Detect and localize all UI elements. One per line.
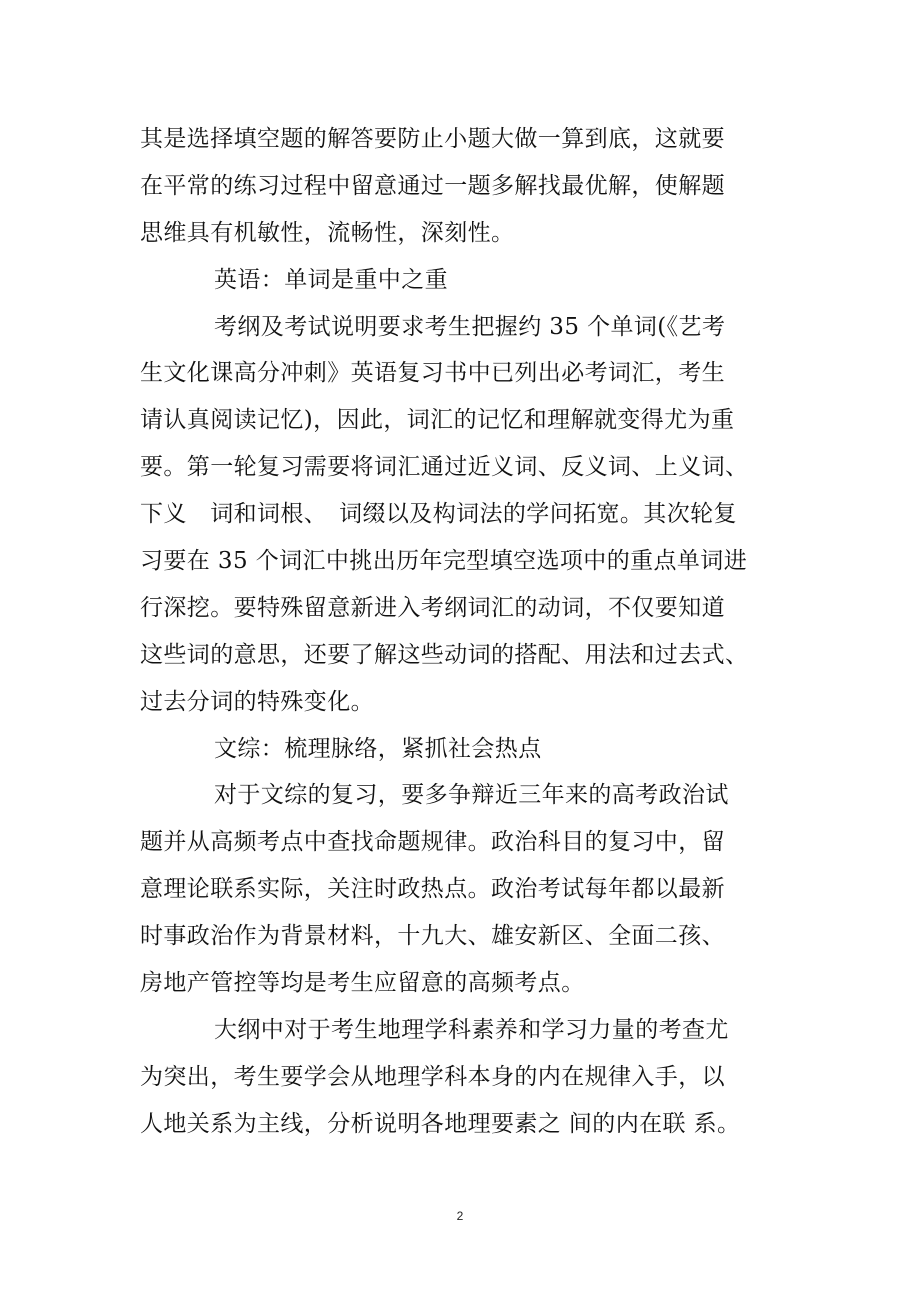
paragraph-first-line: 考纲及考试说明要求考生把握约 35 个单词(《艺考 bbox=[214, 313, 726, 340]
text-line: 请认真阅读记忆)，因此，词汇的记忆和理解就变得尤为重 bbox=[140, 407, 735, 434]
page-number: 2 bbox=[456, 1209, 464, 1223]
text-line: 这些词的意思，还要了解这些动词的搭配、用法和过去式、 bbox=[140, 641, 749, 668]
text-line: 人地关系为主线，分析说明各地理要素之 间的内在联 系。 bbox=[140, 1110, 741, 1137]
text-line: 题并从高频考点中查找命题规律。政治科目的复习中，留 bbox=[140, 829, 725, 856]
text-line: 下义 词和词根、 词缀以及构词法的学问拓宽。其次轮复 bbox=[140, 501, 737, 528]
text-line: 生文化课高分冲刺》英语复习书中已列出必考词汇，考生 bbox=[140, 360, 725, 387]
text-line: 习要在 35 个词汇中挑出历年完型填空选项中的重点单词进 bbox=[140, 548, 748, 575]
text-line: 房地产管控等均是考生应留意的高频考点。 bbox=[140, 970, 585, 997]
text-line: 行深挖。要特殊留意新进入考纲词汇的动词，不仅要知道 bbox=[140, 594, 725, 621]
paragraph-first-line: 对于文综的复习，要多争辩近三年来的高考政治试 bbox=[214, 782, 729, 809]
document-body bbox=[140, 116, 790, 1148]
text-line: 要。第一轮复习需要将词汇通过近义词、反义词、上义词、 bbox=[140, 454, 749, 481]
paragraph-first-line: 文综：梳理脉络，紧抓社会热点 bbox=[214, 735, 542, 762]
text-line: 为突出，考生要学会从地理学科本身的内在规律入手，以 bbox=[140, 1063, 725, 1090]
text-line: 过去分词的特殊变化。 bbox=[140, 688, 374, 715]
text-line: 在平常的练习过程中留意通过一题多解找最优解，使解题 bbox=[140, 172, 725, 199]
paragraph-first-line: 大纲中对于考生地理学科素养和学习力量的考查尤 bbox=[214, 1016, 729, 1043]
text-line: 时事政治作为背景材料，十九大、雄安新区、全面二孩、 bbox=[140, 923, 725, 950]
text-line: 思维具有机敏性，流畅性，深刻性。 bbox=[140, 219, 515, 246]
paragraph-first-line: 英语：单词是重中之重 bbox=[214, 266, 448, 293]
text-line: 其是选择填空题的解答要防止小题大做一算到底，这就要 bbox=[140, 126, 725, 152]
text-line: 意理论联系实际，关注时政热点。政治考试每年都以最新 bbox=[140, 876, 725, 903]
